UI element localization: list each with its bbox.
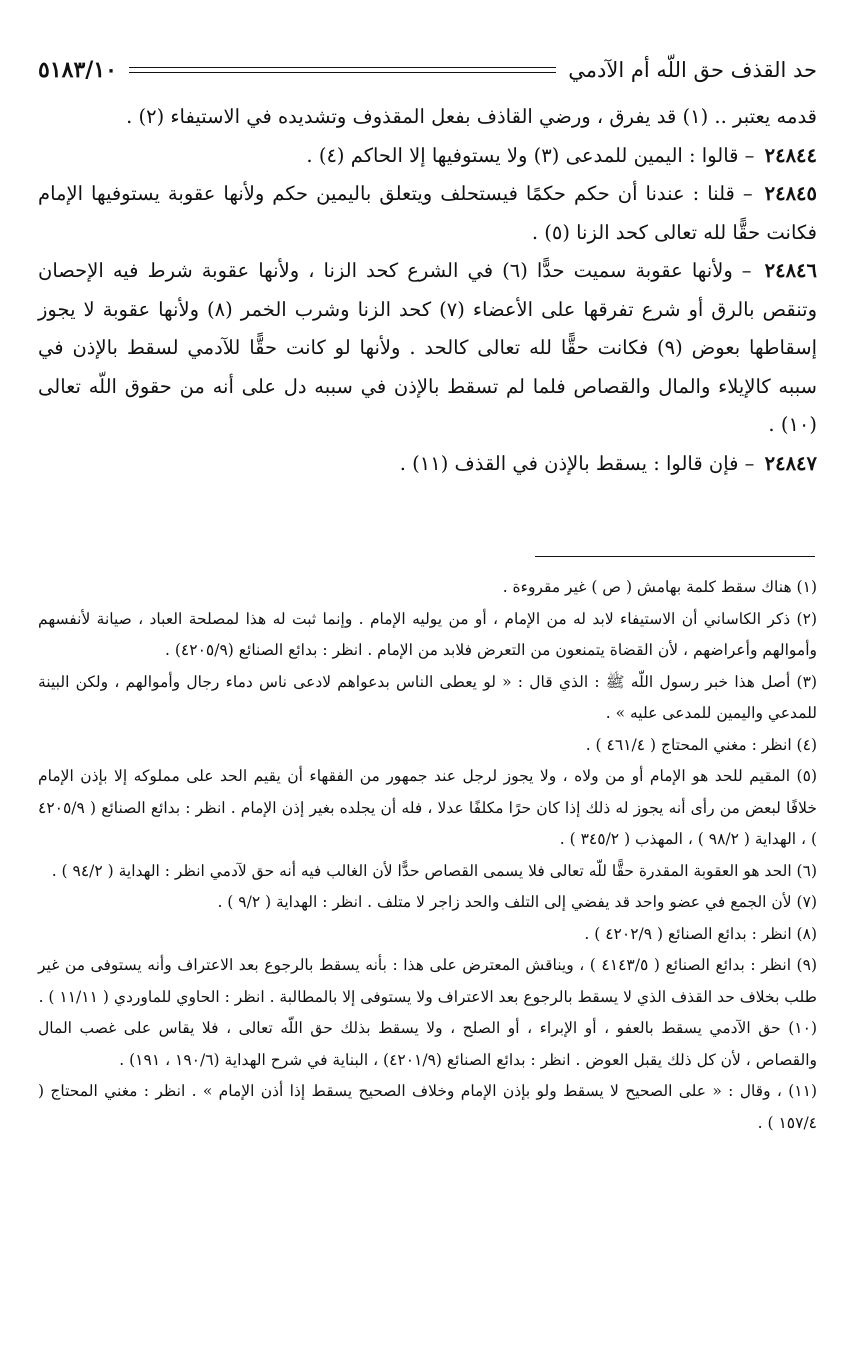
footnote-separator bbox=[535, 556, 815, 557]
footnote: (٧) لأن الجمع في عضو واحد قد يفضي إلى التلف والحد زاجر لا متلف . انظر : الهداية ( ٩/٢ ) . bbox=[217, 893, 817, 911]
footnote: (١٠) حق الآدمي يسقط بالعفو ، أو الإبراء ، أو الصلح ، ولا يسقط بذلك حق اللّه تعالى ، فلا يقاس على غصب المال والقصاص ، لأن كل ذلك يقبل العوض . انظر : بدائع الصنائع (٤٢٠١/٩) ، البناية في شرح الهداية (١٩٠/٦ ، ١٩١) . bbox=[38, 1019, 817, 1069]
paragraph-text: – قلنا : عندنا أن حكم حكمًا فيستحلف ويتعلق باليمين حكم ولأنها عقوبة يستوفيها الإمام فكانت حقًّا لله تعالى كحد الزنا (٥) . bbox=[38, 182, 817, 244]
paragraph-number: ٢٤٨٤٧ bbox=[764, 451, 817, 475]
paragraph-text: – قالوا : اليمين للمدعى (٣) ولا يستوفيها إلا الحاكم (٤) . bbox=[306, 143, 755, 167]
running-header bbox=[38, 52, 817, 88]
paragraph-number: ٢٤٨٤٦ bbox=[764, 259, 817, 282]
paragraph-text: – ولأنها عقوبة سميت حدًّا (٦) في الشرع كحد الزنا ، ولأنها عقوبة شرط فيه الإحصان وتنقص بالرق أو شرع تفرقها على الأعضاء (٧) كحد الزنا وشرب الخمر (٨) ولأنها عقوبة لا يجوز إسقاطها بعوض (٩) فكانت حقًّا لله تعالى كالحد . ولأنها لو كانت حقًّا للآدمي لسقط بالإذن في سببه كالإيلاء والمال والقصاص فلما لم تسقط بالإذن في سببه دل على أنه من حقوق اللّه تعالى (١٠) . bbox=[38, 259, 818, 436]
numbered-paragraph bbox=[38, 137, 817, 176]
footnote: (٤) انظر : مغني المحتاج ( ٤٦١/٤ ) . bbox=[585, 735, 817, 754]
page-reference: ٥١٨٣/١٠ bbox=[38, 57, 117, 83]
main-text bbox=[38, 98, 817, 483]
paragraph-number: ٢٤٨٤٤ bbox=[764, 143, 817, 167]
footnote: (١) هناك سقط كلمة بهامش ( ص ) غير مقروءة . bbox=[502, 578, 817, 596]
footnote: (٣) أصل هذا خبر رسول اللّه ﷺ : الذي قال : « لو يعطى الناس بدعواهم لادعى ناس دماء رجال وأموالهم ، ولكن البينة للمدعي واليمين للمدعى عليه » . bbox=[38, 672, 817, 722]
paragraph-text: – فإن قالوا : يسقط بالإذن في القذف (١١) . bbox=[399, 451, 755, 475]
running-title: حد القذف حق اللّه أم الآدمي bbox=[568, 58, 817, 82]
numbered-paragraph bbox=[38, 175, 817, 252]
footnote: (١١) ، وقال : « على الصحيح لا يسقط ولو بإذن الإمام وخلاف الصحيح يسقط إذا أذن الإمام » . انظر : مغني المحتاج ( ١٥٧/٤ ) . bbox=[38, 1082, 817, 1132]
numbered-paragraph bbox=[38, 252, 817, 445]
footnote: (٨) انظر : بدائع الصنائع ( ٤٢٠٢/٩ ) . bbox=[584, 924, 817, 943]
footnotes bbox=[38, 572, 817, 1139]
footnote: (٩) انظر : بدائع الصنائع ( ٤١٤٣/٥ ) ، ويناقش المعترض على هذا : بأنه يسقط بالرجوع بعد الاعتراف وأنه يستوفى من غير طلب بخلاف حد القذف الذي لا يسقط بالرجوع بعد الاعتراف ولا يستوفى إلا بالمطالبة . انظر : الحاوي للماوردي ( ١١/١١ ) . bbox=[38, 956, 817, 1006]
paragraph-number: ٢٤٨٤٥ bbox=[764, 182, 817, 205]
numbered-paragraph bbox=[38, 445, 817, 484]
footnote: (٥) المقيم للحد هو الإمام أو من ولاه ، ولا يجوز لرجل عند جمهور من الفقهاء أن يقيم الحد على مملوكه إلا بإذن الإمام خلافًا لبعض من رأى أنه يجوز له ذلك إذا كان حرًا مكلفًا عدلا ، فله أن يجلده بغير إذن الإمام . انظر : بدائع الصنائع ( ٤٢٠٥/٩ ) ، الهداية ( ٩٨/٢ ) ، المهذب ( ٣٤٥/٢ ) . bbox=[38, 767, 817, 848]
footnote: (٦) الحد هو العقوبة المقدرة حقًّا للّه تعالى فلا يسمى القصاص حدًّا لأن الغالب فيه أنه حق لآدمي انظر : الهداية ( ٩٤/٢ ) . bbox=[51, 861, 817, 880]
header-rule bbox=[129, 67, 556, 73]
intro-paragraph: قدمه يعتبر .. (١) قد يفرق ، ورضي القاذف بفعل المقذوف وتشديده في الاستيفاء (٢) . bbox=[126, 105, 817, 128]
footnote: (٢) ذكر الكاساني أن الاستيفاء لابد له من الإمام ، أو من يوليه الإمام . وإنما ثبت له هذا لمصلحة العباد ، صيانة لأنفسهم وأموالهم وأعراضهم ، لأن القضاة يتمنعون من التعرض فلابد من الإمام . انظر : بدائع الصنائع (٤٢٠٥/٩) . bbox=[38, 609, 817, 659]
